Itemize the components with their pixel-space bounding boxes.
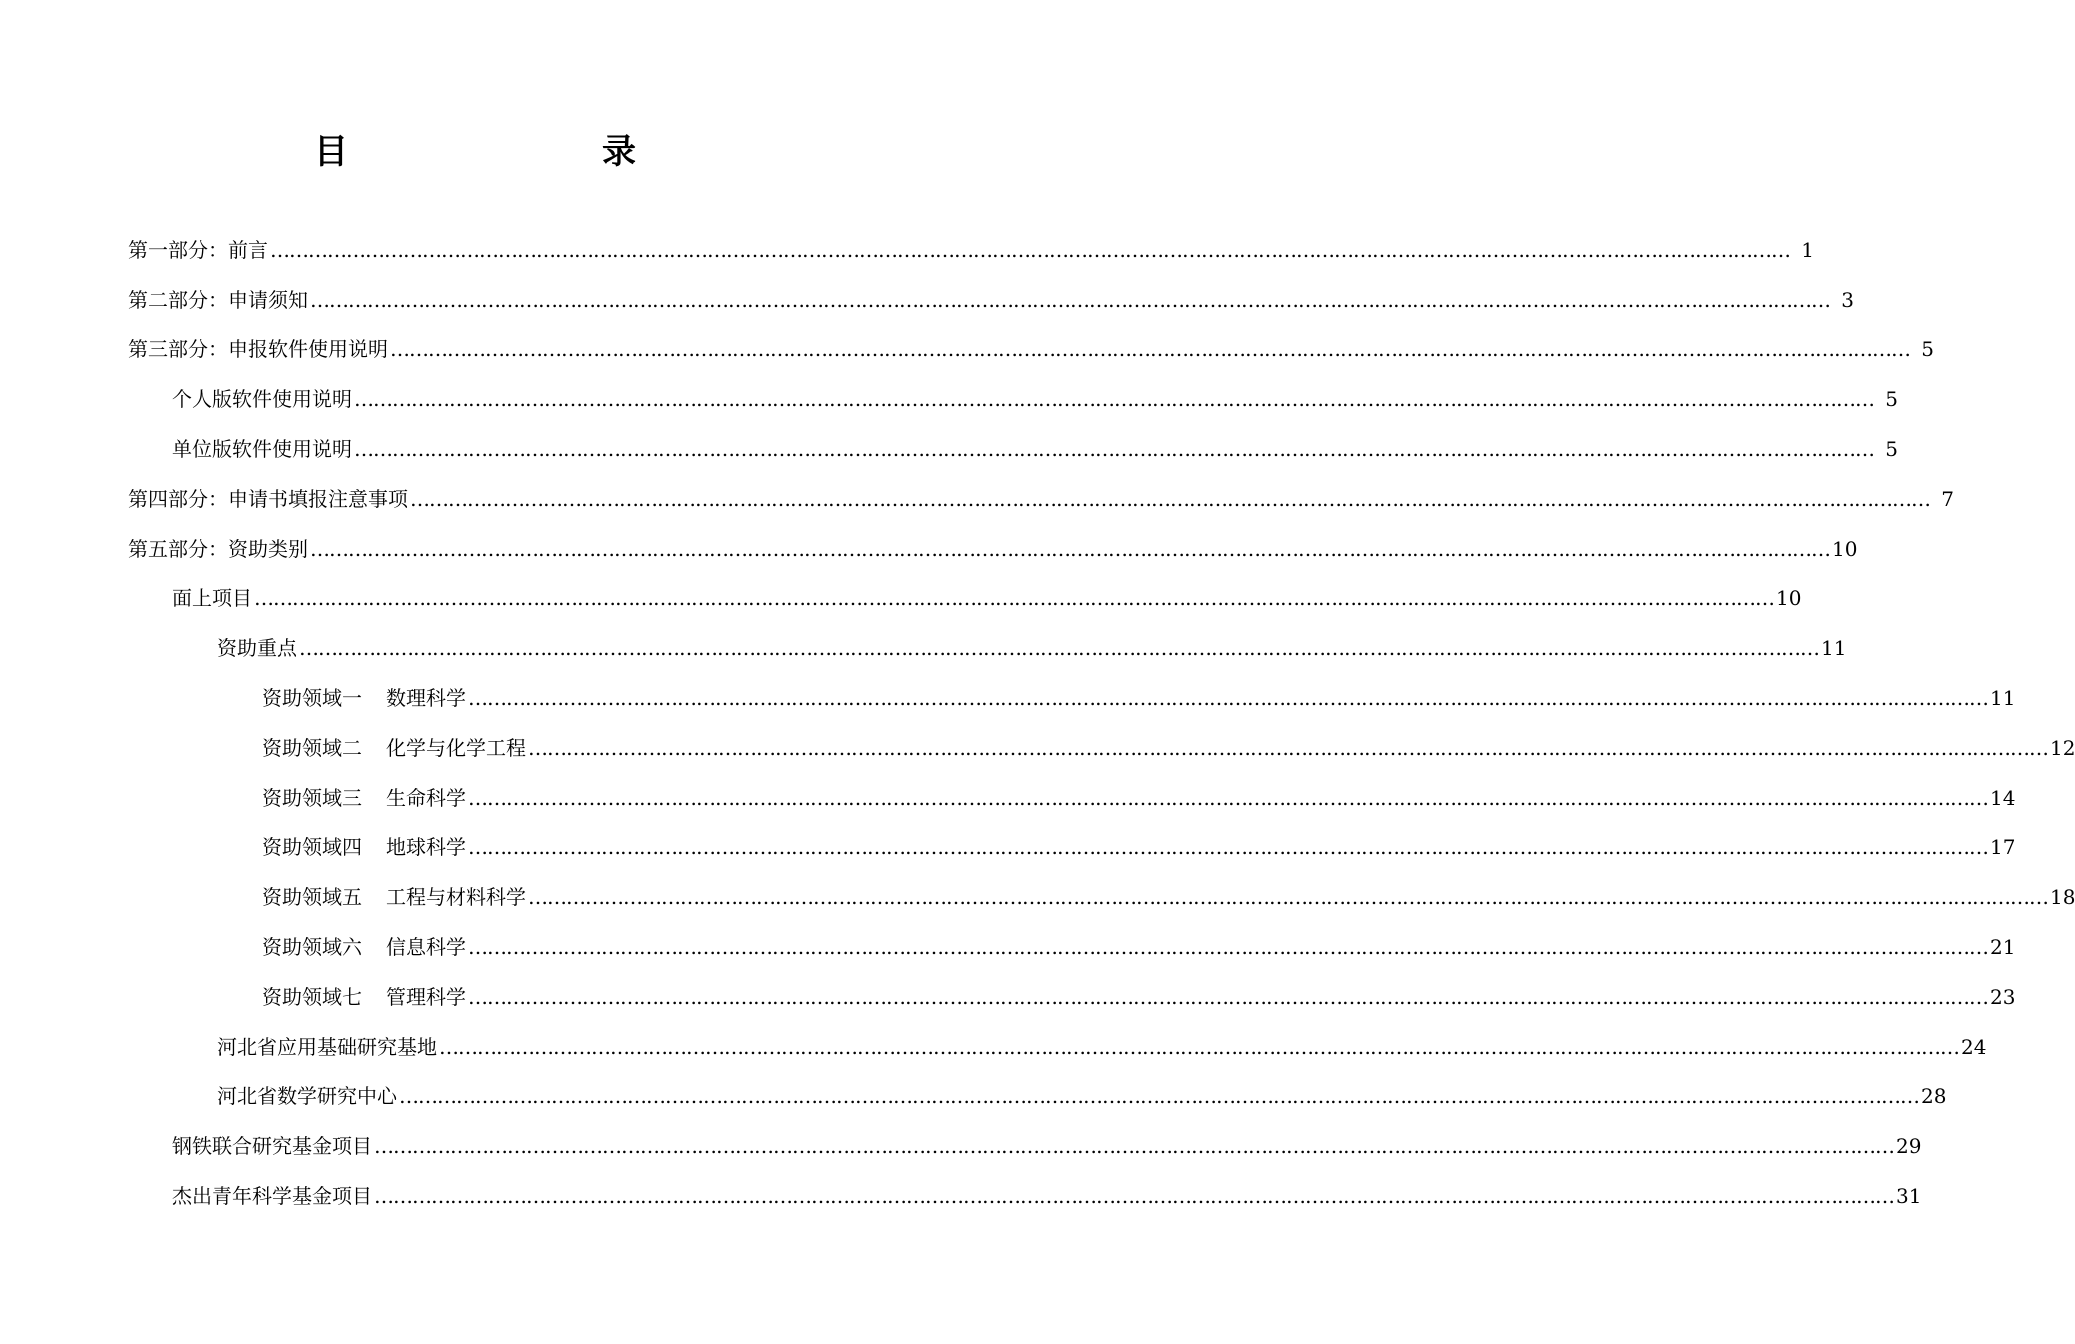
toc-entry-subject: 化学与化学工程 xyxy=(386,735,526,760)
toc-entry-label: 面上项目 xyxy=(172,586,252,611)
dot-leader: …………………………………………………………………………………………………………………………………………………………………………………………………………………… xyxy=(399,1084,1919,1109)
toc-entry-label: 资助领域七 xyxy=(262,984,362,1009)
toc-page-number: 14 xyxy=(1990,785,2016,810)
toc-entry-label: 资助领域二 xyxy=(262,735,362,760)
toc-title: 目 录 xyxy=(314,132,698,172)
toc-entry[interactable] xyxy=(217,1022,1987,1072)
dot-leader: …………………………………………………………………………………………………………………………………………………………………………………………………………………… xyxy=(254,586,1774,611)
dot-leader: …………………………………………………………………………………………………………………………………………………………………………………………………………………… xyxy=(468,835,1988,860)
dot-leader: …………………………………………………………………………………………………………………………………………………………………………………………………………………… xyxy=(270,237,1790,262)
toc-entry[interactable] xyxy=(262,723,2075,773)
toc-entry-label: 河北省数学研究中心 xyxy=(217,1084,397,1109)
toc-page-number: 10 xyxy=(1776,586,1802,611)
toc-entry[interactable] xyxy=(262,773,2016,823)
dot-leader: …………………………………………………………………………………………………………………………………………………………………………………………………………………… xyxy=(528,735,2048,760)
toc-entry[interactable] xyxy=(217,1072,1947,1122)
toc-entry[interactable] xyxy=(262,922,2016,972)
dot-leader: …………………………………………………………………………………………………………………………………………………………………………………………………………………… xyxy=(310,287,1830,312)
toc-page-number: 1 xyxy=(1801,237,1814,262)
toc-entry[interactable] xyxy=(128,275,1854,325)
dot-leader: …………………………………………………………………………………………………………………………………………………………………………………………………………………… xyxy=(299,636,1819,661)
dot-leader: …………………………………………………………………………………………………………………………………………………………………………………………………………………… xyxy=(354,437,1874,462)
toc-entry-label: 资助重点 xyxy=(217,636,297,661)
toc-page-number: 3 xyxy=(1841,287,1854,312)
toc-entry-label: 资助领域一 xyxy=(262,686,362,711)
toc-page-number: 24 xyxy=(1961,1034,1987,1059)
toc-entry-subject: 数理科学 xyxy=(386,686,466,711)
toc-page-number: 28 xyxy=(1921,1084,1947,1109)
toc-entry[interactable] xyxy=(262,972,2016,1022)
dot-leader: …………………………………………………………………………………………………………………………………………………………………………………………………………………… xyxy=(374,1184,1894,1209)
dot-leader: …………………………………………………………………………………………………………………………………………………………………………………………………………………… xyxy=(410,486,1930,511)
toc-entry[interactable] xyxy=(217,623,1847,673)
toc-entry-label: 第一部分：前言 xyxy=(128,237,268,262)
toc-entry-label: 资助领域六 xyxy=(262,935,362,960)
dot-leader: …………………………………………………………………………………………………………………………………………………………………………………………………………………… xyxy=(390,337,1910,362)
toc-entry-label: 单位版软件使用说明 xyxy=(172,437,352,462)
dot-leader: …………………………………………………………………………………………………………………………………………………………………………………………………………………… xyxy=(468,935,1988,960)
toc-page-number: 12 xyxy=(2050,735,2075,760)
toc-page-number: 5 xyxy=(1885,437,1898,462)
toc-entry-label: 个人版软件使用说明 xyxy=(172,387,352,412)
toc-entry[interactable] xyxy=(128,474,1954,524)
toc-page-number: 11 xyxy=(1990,686,2016,711)
toc-entry[interactable] xyxy=(128,325,1934,375)
toc-entry-label: 资助领域三 xyxy=(262,785,362,810)
dot-leader: …………………………………………………………………………………………………………………………………………………………………………………………………………………… xyxy=(468,785,1988,810)
toc-entry-label: 第三部分：申报软件使用说明 xyxy=(128,337,388,362)
toc-page-number: 7 xyxy=(1941,486,1954,511)
toc-entry-subject: 地球科学 xyxy=(386,835,466,860)
dot-leader: …………………………………………………………………………………………………………………………………………………………………………………………………………………… xyxy=(468,686,1988,711)
toc-page-number: 5 xyxy=(1885,387,1898,412)
toc-entry-subject: 生命科学 xyxy=(386,785,466,810)
toc-entry-label: 杰出青年科学基金项目 xyxy=(172,1184,372,1209)
toc-page-number: 21 xyxy=(1990,935,2016,960)
toc-entry[interactable] xyxy=(172,424,1898,474)
dot-leader: …………………………………………………………………………………………………………………………………………………………………………………………………………………… xyxy=(310,536,1830,561)
toc-entry[interactable] xyxy=(262,872,2075,922)
table-of-contents xyxy=(0,225,2075,1221)
toc-entry[interactable] xyxy=(172,1121,1922,1171)
toc-entry-label: 钢铁联合研究基金项目 xyxy=(172,1134,372,1159)
toc-entry[interactable] xyxy=(172,574,1802,624)
toc-page-number: 10 xyxy=(1832,536,1858,561)
toc-page-number: 31 xyxy=(1896,1184,1922,1209)
toc-entry-label: 第二部分：申请须知 xyxy=(128,287,308,312)
dot-leader: …………………………………………………………………………………………………………………………………………………………………………………………………………………… xyxy=(528,885,2048,910)
toc-entry[interactable] xyxy=(128,225,1814,275)
toc-entry[interactable] xyxy=(262,823,2016,873)
toc-page-number: 23 xyxy=(1990,984,2016,1009)
toc-entry[interactable] xyxy=(128,524,1858,574)
toc-entry[interactable] xyxy=(172,1171,1922,1221)
toc-entry-label: 第五部分：资助类别 xyxy=(128,536,308,561)
dot-leader: …………………………………………………………………………………………………………………………………………………………………………………………………………………… xyxy=(468,984,1988,1009)
toc-entry[interactable] xyxy=(172,374,1898,424)
toc-entry-label: 资助领域五 xyxy=(262,885,362,910)
toc-entry-subject: 工程与材料科学 xyxy=(386,885,526,910)
toc-entry-subject: 信息科学 xyxy=(386,935,466,960)
dot-leader: …………………………………………………………………………………………………………………………………………………………………………………………………………………… xyxy=(439,1034,1959,1059)
dot-leader: …………………………………………………………………………………………………………………………………………………………………………………………………………………… xyxy=(374,1134,1894,1159)
toc-entry[interactable] xyxy=(262,673,2016,723)
toc-page-number: 17 xyxy=(1990,835,2016,860)
toc-page-number: 5 xyxy=(1921,337,1934,362)
toc-page-number: 11 xyxy=(1821,636,1847,661)
toc-page-number: 18 xyxy=(2050,885,2075,910)
toc-entry-subject: 管理科学 xyxy=(386,984,466,1009)
toc-entry-label: 资助领域四 xyxy=(262,835,362,860)
toc-entry-label: 河北省应用基础研究基地 xyxy=(217,1034,437,1059)
toc-entry-label: 第四部分：申请书填报注意事项 xyxy=(128,486,408,511)
dot-leader: …………………………………………………………………………………………………………………………………………………………………………………………………………………… xyxy=(354,387,1874,412)
toc-page-number: 29 xyxy=(1896,1134,1922,1159)
